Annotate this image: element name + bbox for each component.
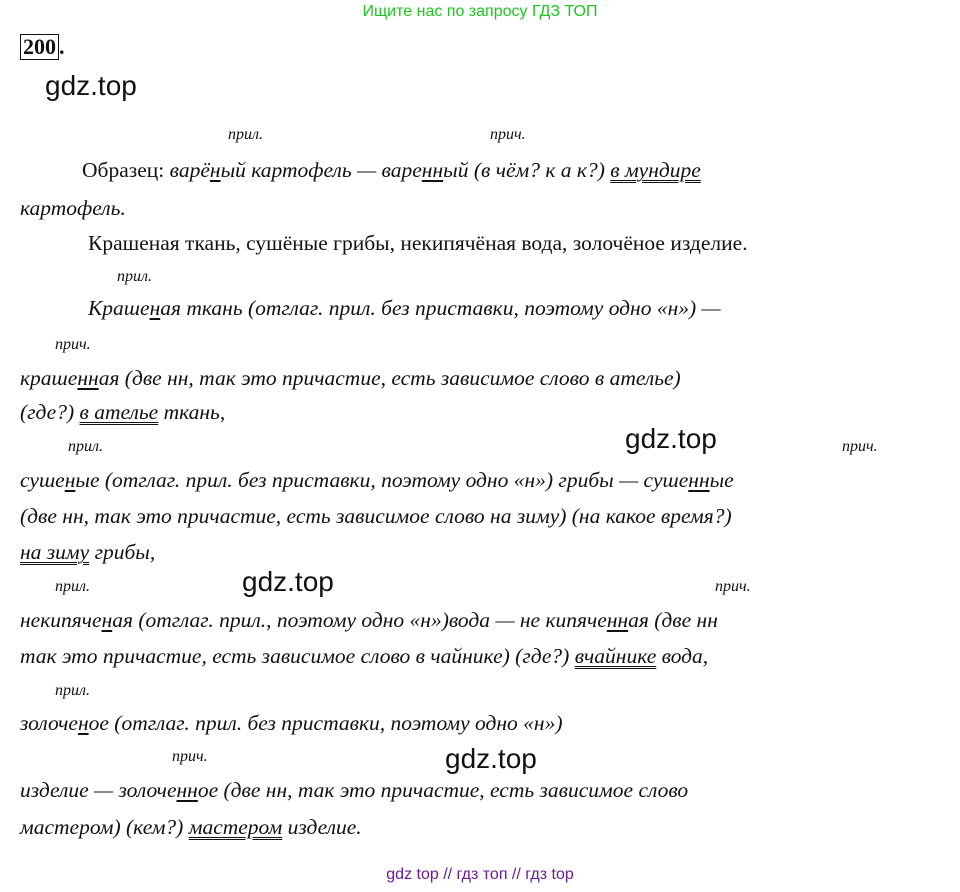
exercise-number-dot: . — [59, 34, 65, 59]
exercise-number-box: 200 — [20, 34, 59, 60]
answer-line: (где?) в ателье ткань, — [20, 400, 226, 424]
example-prefix: Образец: — [82, 158, 170, 182]
watermark: gdz.top — [45, 70, 137, 101]
answer-line: так это причастие, есть зависимое слово в чайнике) (где?) вчайнике вода, — [20, 644, 709, 668]
watermark: gdz.top — [625, 423, 717, 454]
label-part: прич. — [842, 438, 878, 455]
answer-line: золоченое (отглаг. прил. без приставки, поэтому одно «н») — [20, 711, 563, 735]
example-line — [82, 158, 701, 183]
answer-line: сушеные (отглаг. прил. без приставки, поэтому одно «н») грибы — сушенные — [20, 468, 734, 492]
footer-links[interactable]: gdz top // гдз топ // гдз top — [386, 866, 574, 883]
label-adj: прил. — [55, 578, 90, 595]
watermark: gdz.top — [445, 743, 537, 774]
example-phrase: варёный картофель — варенный (в чём? к а к?) в мундире — [169, 158, 701, 182]
example-line-2: картофель. — [20, 196, 126, 220]
label-part: прич. — [715, 578, 751, 595]
label-adj: прил. — [55, 682, 90, 699]
answer-line: (две нн, так это причастие, есть зависимое слово на зиму) (на какое время?) — [20, 504, 732, 528]
label-part: прич. — [490, 126, 526, 143]
answer-line: на зиму грибы, — [20, 540, 156, 564]
answer-line: изделие — золоченное (две нн, так это причастие, есть зависимое слово — [20, 778, 689, 802]
answer-line: мастером) (кем?) мастером изделие. — [20, 815, 362, 839]
answer-line: крашенная (две нн, так это причастие, есть зависимое слово в ателье) — [20, 366, 681, 390]
task-text: Крашеная ткань, сушёные грибы, некипячёная вода, золочёное изделие. — [88, 231, 748, 255]
answer-line: Крашеная ткань (отглаг. прил. без приставки, поэтому одно «н») — — [88, 296, 721, 320]
answer-line: некипяченая (отглаг. прил., поэтому одно «н»)вода — не кипяченная (две нн — [20, 608, 718, 632]
label-part: прич. — [55, 336, 91, 353]
label-adj: прил. — [117, 268, 152, 285]
label-adj: прил. — [228, 126, 263, 143]
label-part: прич. — [172, 748, 208, 765]
label-adj: прил. — [68, 438, 103, 455]
watermark: gdz.top — [242, 566, 334, 597]
exercise-number — [20, 34, 65, 60]
site-banner: Ищите нас по запросу ГДЗ ТОП — [362, 3, 598, 20]
